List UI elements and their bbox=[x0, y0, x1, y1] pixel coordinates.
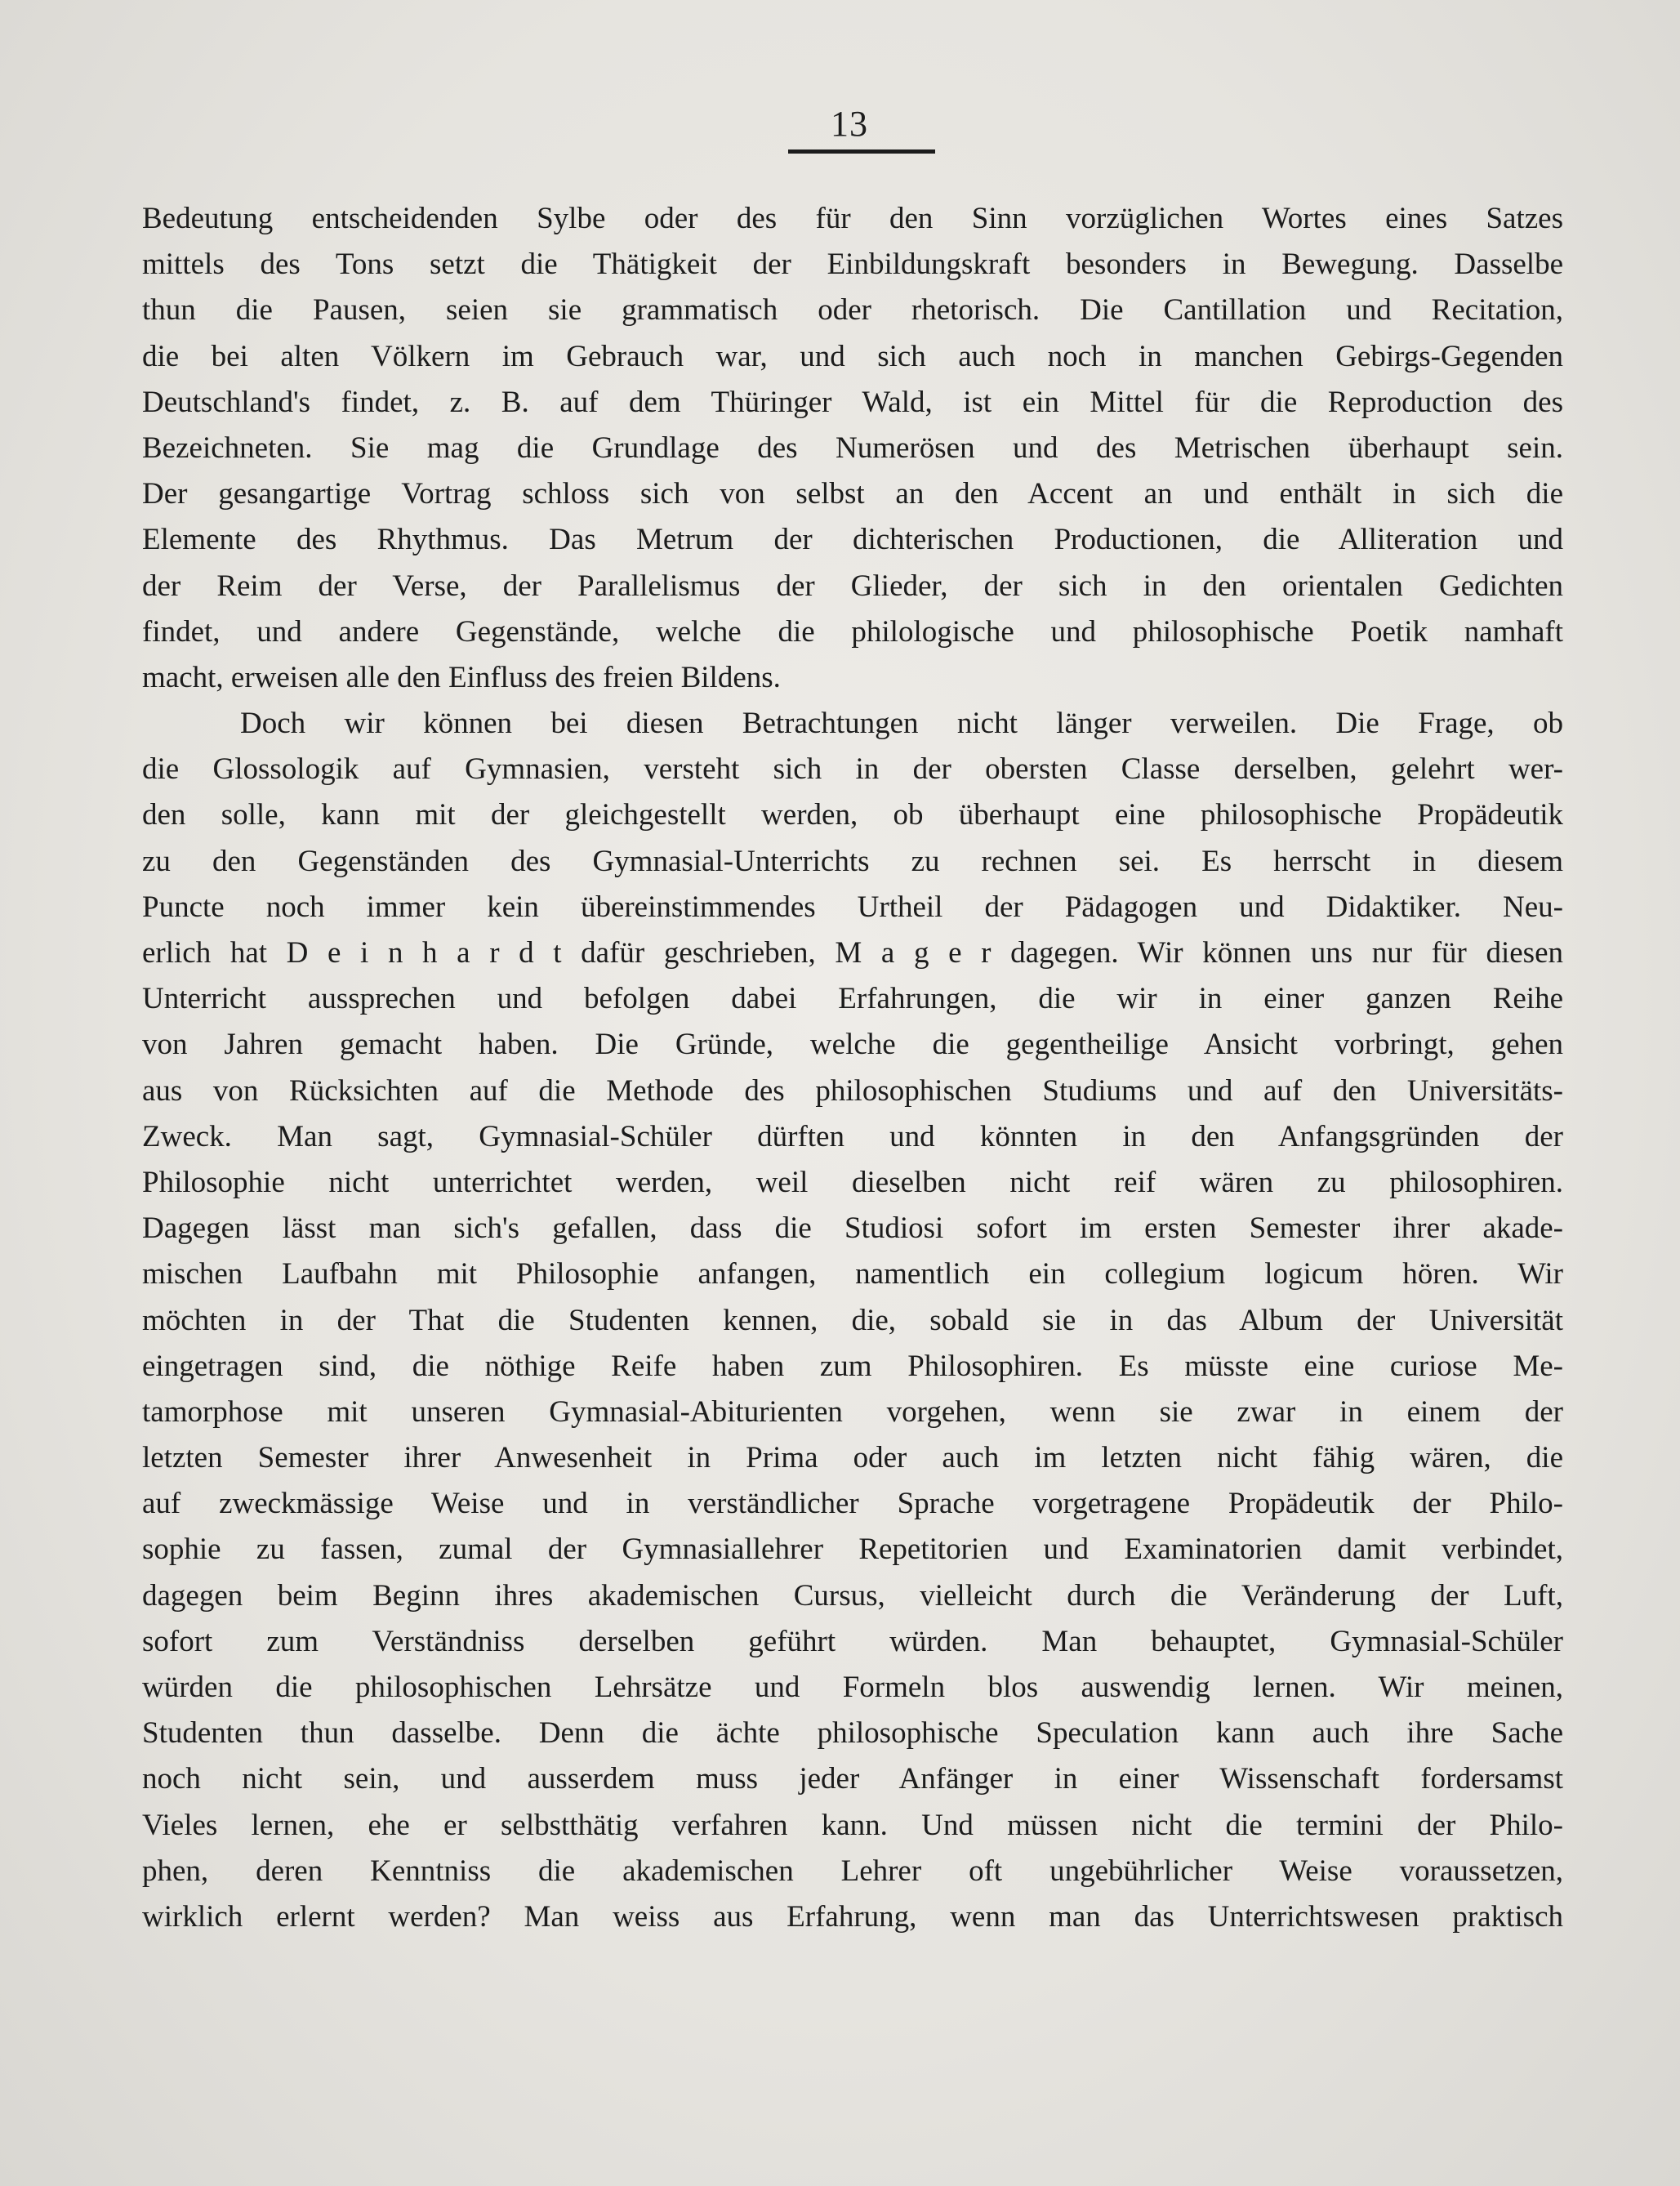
text-line: findet, und andere Gegenstände, welche die philologische und philosophische Poetik namhaft bbox=[142, 614, 1563, 649]
text-line: letzten Semester ihrer Anwesenheit in Prima oder auch im letzten nicht fähig wären, die bbox=[142, 1441, 1563, 1475]
text-line: sophie zu fassen, zumal der Gymnasiallehrer Repetitorien und Examinatorien damit verbindet, bbox=[142, 1532, 1563, 1567]
text-line: Bezeichneten. Sie mag die Grundlage des Numerösen und des Metrischen überhaupt sein. bbox=[142, 431, 1563, 465]
text-line: Zweck. Man sagt, Gymnasial-Schüler dürften und könnten in den Anfangsgründen der bbox=[142, 1119, 1563, 1153]
text-line: den solle, kann mit der gleichgestellt werden, ob überhaupt eine philosophische Propädeutik bbox=[142, 798, 1563, 832]
text-line: aus von Rücksichten auf die Methode des philosophischen Studiums und auf den Universitäts- bbox=[142, 1073, 1563, 1108]
text-line: erlich hat D e i n h a r d t dafür geschrieben, M a g e r dagegen. Wir können uns nur für diesen bbox=[142, 936, 1563, 970]
text-line: Puncte noch immer kein übereinstimmendes Urtheil der Pädagogen und Didaktiker. Neu- bbox=[142, 890, 1563, 924]
text-line: thun die Pausen, seien sie grammatisch oder rhetorisch. Die Cantillation und Recitation, bbox=[142, 293, 1563, 328]
body-text bbox=[142, 196, 1563, 1940]
text-line: Der gesangartige Vortrag schloss sich von selbst an den Accent an und enthält in sich die bbox=[142, 477, 1563, 511]
text-line: phen, deren Kenntniss die akademischen Lehrer oft ungebührlicher Weise voraussetzen, bbox=[142, 1854, 1563, 1888]
text-line: tamorphose mit unseren Gymnasial-Abiturienten vorgehen, wenn sie zwar in einem der bbox=[142, 1394, 1563, 1429]
text-line: mischen Laufbahn mit Philosophie anfangen, namentlich ein collegium logicum hören. Wir bbox=[142, 1257, 1563, 1292]
text-line: zu den Gegenständen des Gymnasial-Unterrichts zu rechnen sei. Es herrscht in diesem bbox=[142, 844, 1563, 878]
paragraph-start-line: Doch wir können bei diesen Betrachtungen nicht länger verweilen. Die Frage, ob bbox=[240, 707, 1563, 741]
text-line: würden die philosophischen Lehrsätze und Formeln blos auswendig lernen. Wir meinen, bbox=[142, 1671, 1563, 1704]
text-line: möchten in der That die Studenten kennen, die, sobald sie in das Album der Universität bbox=[142, 1303, 1563, 1337]
text-line: Vieles lernen, ehe er selbstthätig verfahren kann. Und müssen nicht die termini der Philo- bbox=[142, 1808, 1563, 1842]
text-line: von Jahren gemacht haben. Die Gründe, welche die gegentheilige Ansicht vorbringt, gehen bbox=[142, 1028, 1563, 1062]
text-line: die bei alten Völkern im Gebrauch war, und sich auch noch in manchen Gebirgs-Gegenden bbox=[142, 339, 1563, 373]
text-line: Studenten thun dasselbe. Denn die ächte philosophische Speculation kann auch ihre Sache bbox=[142, 1716, 1563, 1751]
text-line: noch nicht sein, und ausserdem muss jeder Anfänger in einer Wissenschaft fordersamst bbox=[142, 1762, 1563, 1796]
page-number: 13 bbox=[831, 104, 868, 144]
text-line: Unterricht aussprechen und befolgen dabei Erfahrungen, die wir in einer ganzen Reihe bbox=[142, 982, 1563, 1016]
text-line: der Reim der Verse, der Parallelismus der Glieder, der sich in den orientalen Gedichten bbox=[142, 569, 1563, 603]
text-line: wirklich erlernt werden? Man weiss aus Erfahrung, wenn man das Unterrichtswesen praktisch bbox=[142, 1899, 1563, 1934]
text-line: Bedeutung entscheidenden Sylbe oder des für den Sinn vorzüglichen Wortes eines Satzes bbox=[142, 202, 1563, 235]
text-line: eingetragen sind, die nöthige Reife haben zum Philosophiren. Es müsste eine curiose Me- bbox=[142, 1349, 1563, 1383]
text-line: mittels des Tons setzt die Thätigkeit der Einbildungskraft besonders in Bewegung. Dasselbe bbox=[142, 248, 1563, 282]
text-line: auf zweckmässige Weise und in verständlicher Sprache vorgetragene Propädeutik der Philo- bbox=[142, 1487, 1563, 1521]
text-line: sofort zum Verständniss derselben geführt würden. Man behauptet, Gymnasial-Schüler bbox=[142, 1624, 1563, 1658]
paragraph-end-line: macht, erweisen alle den Einfluss des freien Bildens. bbox=[142, 660, 781, 694]
text-line: dagegen beim Beginn ihres akademischen Cursus, vielleicht durch die Veränderung der Luft, bbox=[142, 1578, 1563, 1613]
text-line: die Glossologik auf Gymnasien, versteht sich in der obersten Classe derselben, gelehrt wer- bbox=[142, 752, 1563, 787]
text-line: Deutschland's findet, z. B. auf dem Thüringer Wald, ist ein Mittel für die Reproduction des bbox=[142, 385, 1563, 419]
text-line: Philosophie nicht unterrichtet werden, weil dieselben nicht reif wären zu philosophiren. bbox=[142, 1165, 1563, 1199]
text-line: Elemente des Rhythmus. Das Metrum der dichterischen Productionen, die Alliteration und bbox=[142, 523, 1563, 557]
page-number-rule bbox=[788, 149, 935, 154]
text-line: Dagegen lässt man sich's gefallen, dass die Studiosi sofort im ersten Semester ihrer akade- bbox=[142, 1211, 1563, 1246]
